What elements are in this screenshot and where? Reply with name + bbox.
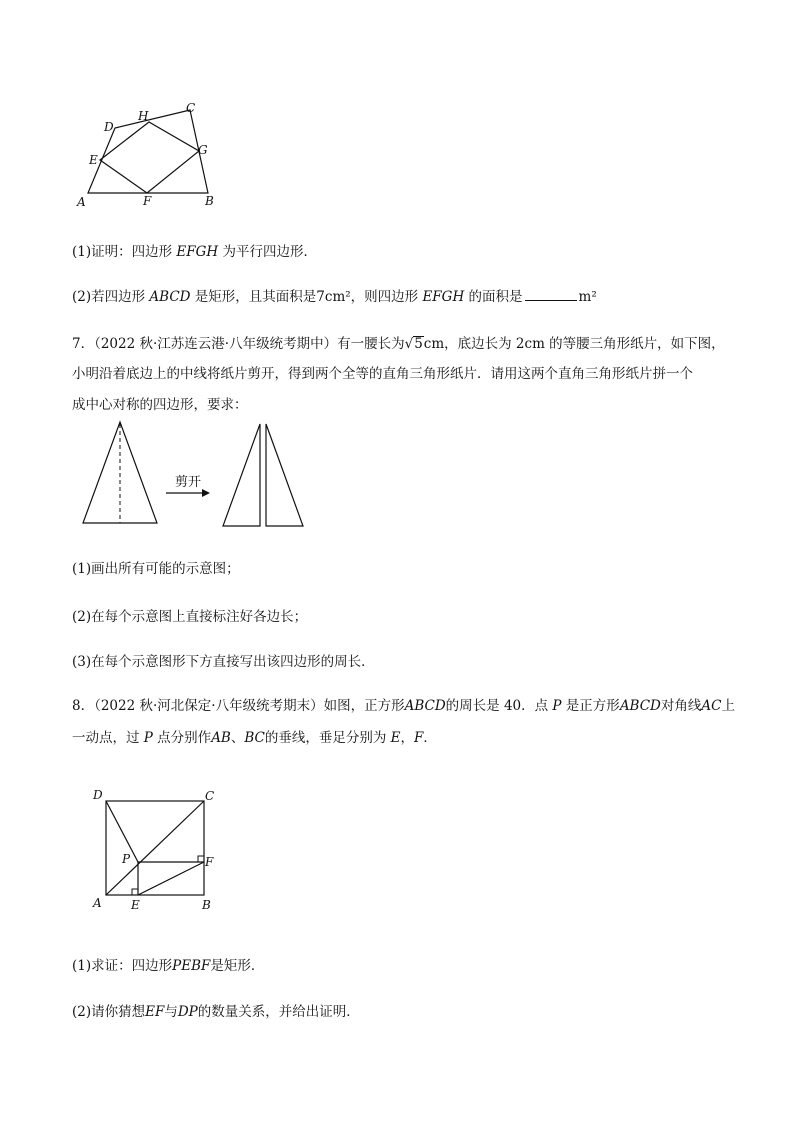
var: ABCD (149, 289, 191, 305)
text: 是正方形 (561, 698, 620, 714)
text: 8．（2022 秋·河北保定·八年级统考期末）如图，正方形 (72, 698, 405, 714)
label-F: F (205, 855, 214, 869)
text: 为平行四边形． (218, 244, 317, 260)
var: ABCD (619, 698, 661, 714)
radicand: 5 (414, 336, 423, 352)
q8-line2 (72, 729, 437, 747)
text: cm，底边长为 2cm 的等腰三角形纸片，如下图， (423, 336, 725, 352)
var: BC (244, 730, 265, 746)
var: P (552, 698, 562, 714)
label-E: E (89, 153, 98, 167)
q8-part1 (72, 957, 264, 975)
q7-line3: 成中心对称的四边形，要求： (72, 397, 248, 413)
var: DP (177, 1004, 198, 1020)
q6-part1 (72, 243, 317, 261)
text: 与 (164, 1004, 178, 1020)
text: 7．（2022 秋·江苏连云港·八年级统考期中）有一腰长为 (72, 336, 405, 352)
q8-line1 (72, 697, 735, 715)
var: PEBF (172, 958, 211, 974)
label-D: D (93, 788, 103, 802)
text: (2)若四边形 (72, 289, 150, 305)
var: F (414, 730, 424, 746)
q8-part2 (72, 1003, 360, 1021)
label-D: D (104, 120, 114, 134)
label-E: E (131, 898, 140, 912)
text: 的面积是 (464, 289, 523, 305)
label-C: C (205, 789, 215, 803)
unit: m² (578, 289, 597, 305)
figure-quadrilateral-efgh (70, 98, 230, 216)
label-H: H (138, 109, 149, 123)
var: EF (145, 1004, 165, 1020)
var: E (390, 730, 401, 746)
text: 对角线 (660, 698, 702, 714)
right-triangle-right (266, 424, 303, 526)
text: 上 (721, 698, 735, 714)
q7-part3: (3)在每个示意图形下方直接写出该四边形的周长． (72, 654, 375, 670)
arrow-icon (202, 489, 210, 497)
q7-line1 (72, 335, 725, 353)
sqrt-icon: √ (404, 336, 414, 352)
figure-triangle-cut (78, 418, 310, 530)
q7-part1: (1)画出所有可能的示意图； (72, 561, 240, 577)
text: 、 (230, 730, 245, 746)
text: ， (400, 730, 415, 746)
text: (1)证明：四边形 (72, 244, 177, 260)
text: 的周长是 40．点 (445, 698, 553, 714)
label-P: P (122, 852, 131, 866)
label-A: A (77, 195, 86, 209)
text: 点分别作 (152, 730, 212, 746)
answer-blank[interactable] (525, 288, 577, 301)
var: AC (701, 698, 722, 714)
text: 是矩形． (210, 958, 265, 974)
right-triangle-left (223, 424, 260, 526)
text: ． (423, 730, 437, 746)
var: P (143, 730, 153, 746)
arrow-label: 剪开 (175, 475, 202, 490)
text: (2)请你猜想 (72, 1004, 146, 1020)
label-C: C (186, 101, 196, 115)
label-A: A (93, 896, 102, 910)
right-angle-f (198, 856, 204, 862)
q7-line2: 小明沿着底边上的中线将纸片剪开，得到两个全等的直角三角形纸片．请用这两个直角三角形纸片拼一个 (72, 366, 693, 382)
text: 一动点，过 (72, 730, 144, 746)
segment-ef (138, 862, 204, 895)
text: 的垂线，垂足分别为 (264, 730, 391, 746)
q7-part2: (2)在每个示意图上直接标注好各边长； (72, 609, 308, 625)
quad-efgh (100, 122, 199, 193)
isosceles-triangle (83, 422, 157, 523)
text: 的数量关系，并给出证明． (197, 1004, 360, 1020)
var: AB (211, 730, 231, 746)
label-B: B (205, 194, 214, 208)
label-F: F (143, 194, 152, 208)
text: (1)求证：四边形 (72, 958, 173, 974)
var: ABCD (404, 698, 446, 714)
label-B: B (202, 898, 211, 912)
var: EFGH (422, 289, 465, 305)
q6-part2 (72, 288, 597, 306)
figure-square-abcd (88, 784, 220, 912)
text: 是矩形，且其面积是7cm²，则四边形 (190, 289, 423, 305)
right-angle-e (132, 889, 138, 895)
diagonal-ac (106, 801, 204, 895)
var: EFGH (176, 244, 219, 260)
label-G: G (198, 143, 208, 157)
